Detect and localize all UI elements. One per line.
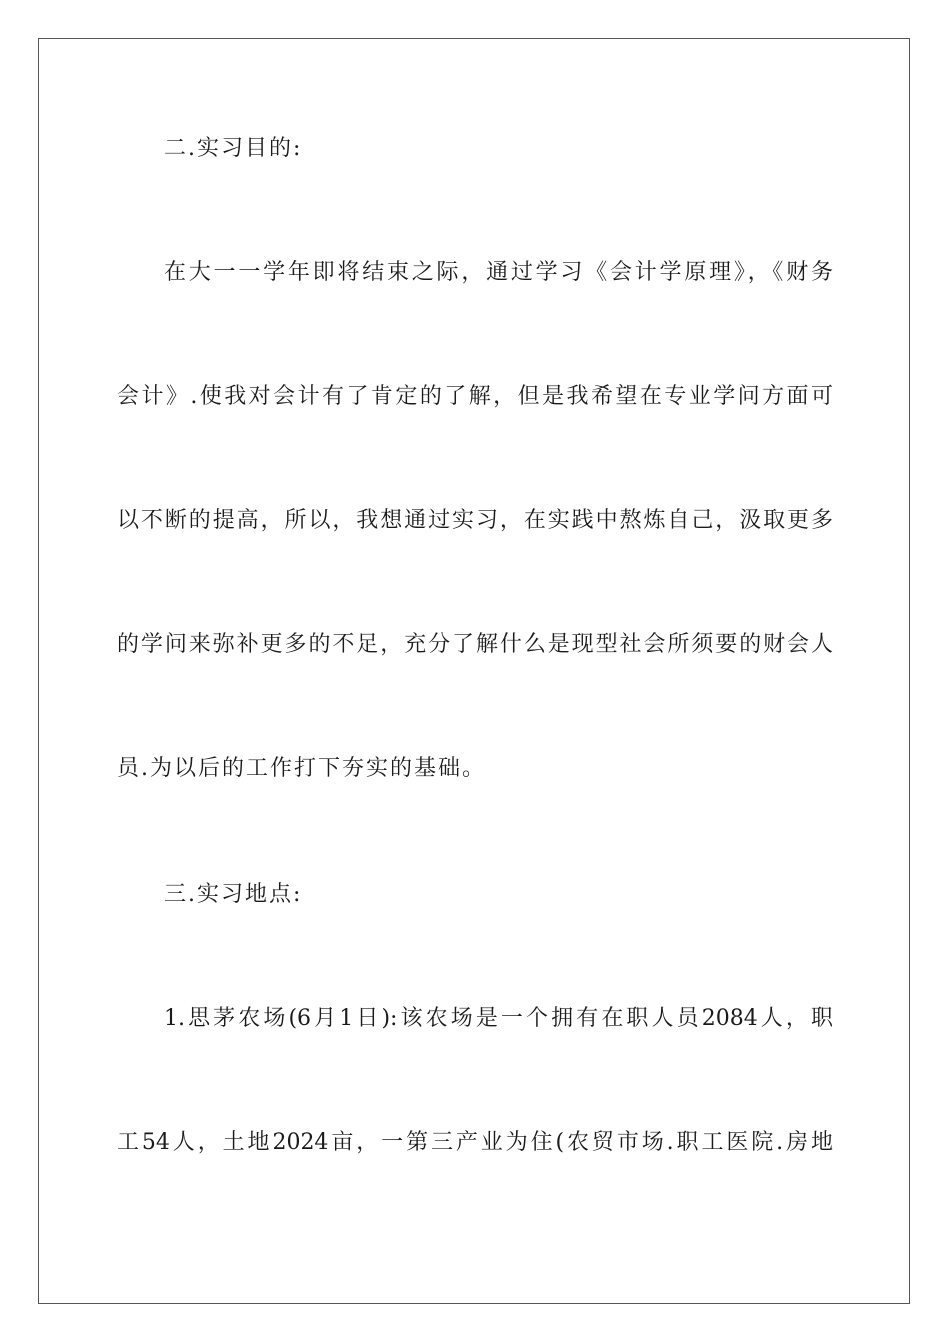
section-heading-purpose: 二.实习目的: xyxy=(164,136,303,161)
paragraph-line: 员.为以后的工作打下夯实的基础。 xyxy=(117,756,486,781)
paragraph-line: 以不断的提高，所以，我想通过实习，在实践中熬炼自己，汲取更多 xyxy=(117,508,833,533)
paragraph-line: 的学问来弥补更多的不足，充分了解什么是现型社会所须要的财会人 xyxy=(117,632,833,657)
section-heading-location: 三.实习地点: xyxy=(164,882,303,907)
paragraph-line: 会计》.使我对会计有了肯定的了解，但是我希望在专业学问方面可 xyxy=(117,384,833,409)
page-frame xyxy=(38,38,910,1304)
paragraph-line: 在大一一学年即将结束之际，通过学习《会计学原理》，《财务 xyxy=(164,260,833,285)
paragraph-line: 工54人，土地2024亩，一第三产业为住(农贸市场.职工医院.房地 xyxy=(117,1130,833,1155)
paragraph-line: 1.思茅农场(6月1日):该农场是一个拥有在职人员2084人，职 xyxy=(164,1006,833,1031)
